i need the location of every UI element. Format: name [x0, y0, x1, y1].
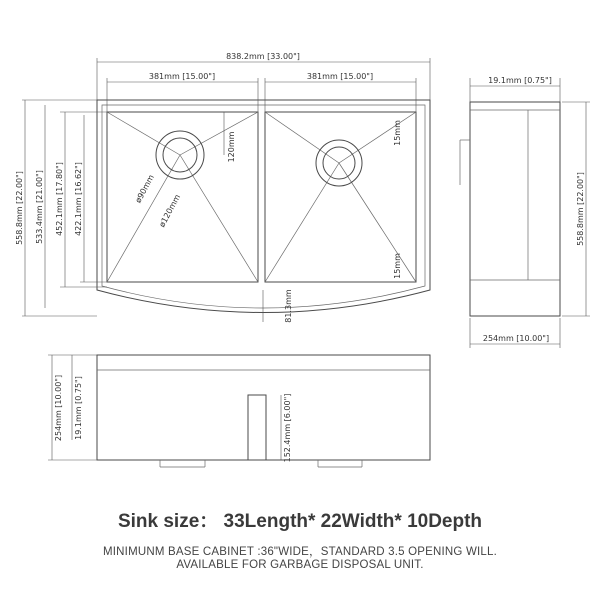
depth-422-label: 422.1mm [16.62"] — [74, 162, 83, 236]
side-view-outline — [470, 102, 560, 316]
left-bowl-width-label: 381mm [15.00"] — [148, 72, 216, 81]
cabinet-note-line2: AVAILABLE FOR GARBAGE DISPOSAL UNIT. — [176, 559, 424, 571]
front-flange-label: 19.1mm [0.75"] — [74, 376, 83, 440]
top-view-outline — [97, 100, 430, 313]
apron-bow-label: 81.3mm — [284, 289, 293, 323]
radius-bottom-label: 15mm — [393, 253, 402, 279]
top-view — [15, 52, 430, 323]
radius-top-label: 15mm — [393, 120, 402, 146]
front-view-outline — [97, 355, 430, 460]
drain-offset-label: 120mm — [227, 131, 236, 163]
side-flange-label: 19.1mm [0.75"] — [488, 76, 552, 85]
divider-height-label: 152.4mm [6.00"] — [283, 393, 292, 463]
cabinet-note-line1: MINIMUNM BASE CABINET :36"WIDE，STANDARD 3.5 OPENING WILL. — [103, 546, 497, 558]
overall-width-label: 838.2mm [33.00"] — [226, 52, 300, 61]
drain-outer-label: ø90mm — [133, 173, 156, 205]
front-view — [48, 355, 430, 467]
overall-depth-label: 558.8mm [22.00"] — [15, 171, 24, 245]
front-height-label: 254mm [10.00"] — [54, 374, 63, 442]
side-view — [460, 76, 590, 348]
right-bowl-width-label: 381mm [15.00"] — [306, 72, 374, 81]
depth-452-label: 452.1mm [17.80"] — [55, 162, 64, 236]
depth-533-label: 533.4mm [21.00"] — [35, 170, 44, 244]
drain-inner-label: ø120mm — [157, 192, 183, 229]
side-height-label: 254mm [10.00"] — [482, 334, 550, 343]
side-depth-label: 558.8mm [22.00"] — [576, 172, 585, 246]
sink-size-headline: Sink size： 33Length* 22Width* 10Depth — [117, 511, 483, 532]
